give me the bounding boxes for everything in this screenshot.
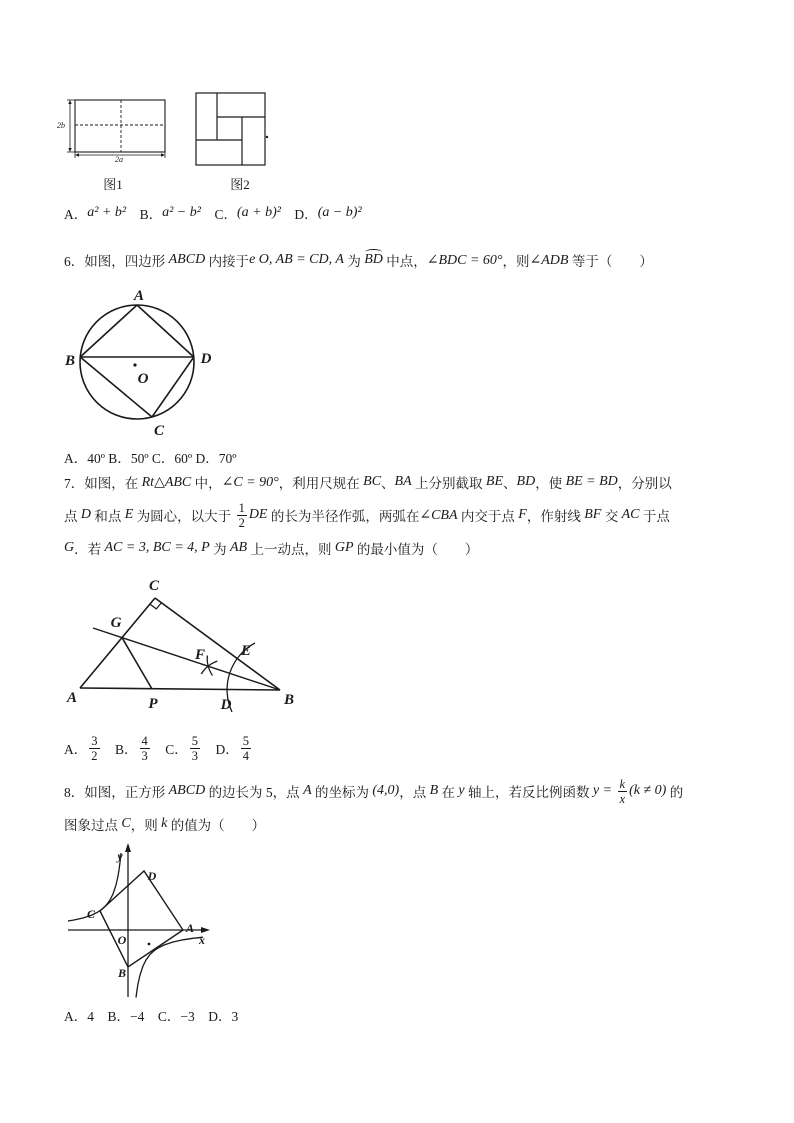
q5-figure-2 bbox=[190, 88, 275, 170]
arc-notation: BD bbox=[364, 252, 383, 267]
height-arrow-top bbox=[68, 100, 71, 104]
question-8-stem-line-1 bbox=[64, 776, 684, 806]
fraction bbox=[237, 501, 247, 530]
width-label: 2a bbox=[115, 155, 123, 164]
math-run: e O, AB = CD, A bbox=[249, 252, 344, 267]
math-run: ∠CBA bbox=[419, 507, 458, 523]
math-run: C bbox=[121, 816, 131, 831]
fraction-numerator: k bbox=[619, 776, 626, 791]
text-run: 点 bbox=[64, 509, 81, 524]
fraction bbox=[190, 734, 200, 763]
text-run: 内交于点 bbox=[457, 509, 519, 524]
text-run: D． bbox=[202, 742, 239, 757]
text-run: C． bbox=[200, 207, 237, 222]
math-run: a² + b² bbox=[87, 205, 127, 220]
math-run: B bbox=[429, 783, 439, 798]
math-run: y = bbox=[592, 783, 616, 798]
text-run: 7．如图，在 bbox=[64, 476, 142, 491]
text-run: 的最小值为（ ） bbox=[353, 542, 479, 557]
question-5-options bbox=[64, 202, 362, 224]
text-run: 、 bbox=[381, 476, 395, 491]
question-7-stem-line-2 bbox=[64, 500, 670, 530]
question-7-stem-line-3 bbox=[64, 537, 478, 559]
math-run: k bbox=[161, 816, 168, 831]
text-run: ，利用尺规在 bbox=[278, 476, 364, 491]
math-run: BE = BD bbox=[565, 474, 618, 489]
q8-figure bbox=[60, 840, 215, 1000]
fraction-numerator: 4 bbox=[141, 733, 148, 748]
fraction-denominator: 4 bbox=[242, 748, 250, 763]
math-run: BD bbox=[516, 474, 536, 489]
text-run: 8．如图，正方形 bbox=[64, 785, 169, 800]
label-P: P bbox=[148, 696, 158, 712]
text-run: 图象过点 bbox=[64, 818, 122, 833]
label-C: C bbox=[148, 578, 160, 594]
text-run: 中， bbox=[191, 476, 222, 491]
math-run: ∠BDC = 60° bbox=[426, 252, 503, 268]
text-run: 的边长为 5，点 bbox=[205, 785, 304, 800]
fraction-denominator: 2 bbox=[91, 748, 98, 763]
label-y: y bbox=[117, 849, 123, 863]
fraction-denominator: 3 bbox=[191, 748, 199, 763]
fraction bbox=[89, 734, 99, 763]
fraction bbox=[241, 734, 251, 763]
circle-O bbox=[80, 305, 194, 419]
math-run: A bbox=[303, 783, 312, 798]
math-run: AB bbox=[229, 540, 248, 555]
label-G: G bbox=[110, 615, 122, 631]
question-8-options bbox=[64, 1004, 238, 1026]
label-B: B bbox=[283, 692, 295, 708]
math-run: (a − b)² bbox=[317, 205, 362, 220]
text-run: 交 bbox=[601, 509, 622, 524]
math-run: BF bbox=[584, 507, 602, 522]
text-run: A．40º B．50º C．60º D．70º bbox=[64, 451, 237, 466]
text-run: 、 bbox=[503, 476, 517, 491]
text-run: ，则 bbox=[502, 254, 530, 269]
text-run: ．若 bbox=[74, 542, 105, 557]
text-run: ，点 bbox=[399, 785, 430, 800]
fraction-numerator: 1 bbox=[238, 500, 245, 515]
text-run: 在 bbox=[438, 785, 459, 800]
text-run: ，作射线 bbox=[526, 509, 585, 524]
math-run: ABCD bbox=[168, 252, 206, 267]
question-6-stem bbox=[64, 249, 653, 271]
label-F: F bbox=[194, 647, 206, 663]
question-6-options bbox=[64, 446, 236, 468]
text-run: 中点， bbox=[382, 254, 427, 269]
question-8-stem-line-2 bbox=[64, 813, 265, 835]
label-O: O bbox=[137, 371, 149, 387]
fraction-denominator: 2 bbox=[238, 515, 245, 530]
arc-centered-D bbox=[201, 661, 217, 674]
math-run: a² − b² bbox=[162, 205, 201, 220]
outer-square bbox=[196, 93, 265, 165]
square-ABCD bbox=[100, 871, 183, 967]
label-A: A bbox=[66, 690, 78, 706]
math-run: DE bbox=[248, 507, 268, 522]
question-7-stem-line-1 bbox=[64, 471, 672, 493]
math-run: (a + b)² bbox=[236, 205, 281, 220]
label-A: A bbox=[185, 921, 195, 935]
math-run: AC bbox=[621, 507, 640, 522]
label-B: B bbox=[64, 353, 76, 369]
text-run: 上分别截取 bbox=[411, 476, 486, 491]
text-run: 和点 bbox=[91, 509, 125, 524]
text-run: 轴上，若反比例函数 bbox=[464, 785, 593, 800]
text-run: B． bbox=[101, 742, 138, 757]
fraction bbox=[140, 734, 150, 763]
text-run: 6．如图，四边形 bbox=[64, 254, 169, 269]
fraction bbox=[618, 777, 628, 806]
height-arrow-bottom bbox=[68, 148, 71, 152]
q7-figure bbox=[60, 575, 300, 715]
segment-GP bbox=[122, 638, 152, 689]
y-axis-arrow bbox=[125, 843, 131, 852]
ray-BF bbox=[93, 628, 280, 690]
dot bbox=[148, 943, 151, 946]
label-D: D bbox=[200, 351, 212, 367]
side-AB bbox=[80, 688, 280, 690]
math-run: G bbox=[64, 540, 75, 555]
height-label: 2b bbox=[57, 121, 65, 130]
math-run: BC bbox=[363, 474, 382, 489]
math-run: BA bbox=[394, 474, 412, 489]
fraction-denominator: x bbox=[619, 791, 626, 806]
q6-figure bbox=[60, 285, 220, 440]
math-run: D bbox=[80, 507, 91, 522]
text-run: 为 bbox=[209, 542, 230, 557]
text-run: A． bbox=[64, 742, 88, 757]
label-O: O bbox=[117, 933, 127, 947]
text-run: 的长为半径作弧，两弧在 bbox=[267, 509, 420, 524]
text-run: D． bbox=[280, 207, 318, 222]
outer-rectangle bbox=[75, 100, 165, 152]
math-run: (k ≠ 0) bbox=[629, 783, 667, 798]
label-E: E bbox=[240, 643, 252, 659]
figure-2-caption: 图2 bbox=[230, 177, 250, 192]
text-run: 内接于 bbox=[205, 254, 250, 269]
math-run: ∠C = 90° bbox=[221, 474, 279, 490]
math-run: y bbox=[458, 783, 465, 798]
math-run: E bbox=[124, 507, 134, 522]
question-7-options bbox=[64, 733, 253, 763]
text-run: ，则 bbox=[130, 818, 162, 833]
text-run: B． bbox=[126, 207, 163, 222]
text-run: 的值为（ ） bbox=[167, 818, 266, 833]
math-run: GP bbox=[334, 540, 354, 555]
label-D: D bbox=[220, 697, 232, 713]
side-CB bbox=[155, 598, 280, 690]
label-C: C bbox=[86, 907, 96, 921]
text-run: 等于（ ） bbox=[568, 254, 653, 269]
math-run: ∠ADB bbox=[529, 252, 569, 268]
dot bbox=[266, 136, 268, 138]
text-run: A． bbox=[64, 207, 88, 222]
text-run: 上一动点，则 bbox=[247, 542, 335, 557]
text-run: 为 bbox=[343, 254, 365, 269]
text-run: A．4 B．−4 C．−3 D．3 bbox=[64, 1009, 239, 1024]
label-C: C bbox=[153, 423, 165, 439]
fraction-numerator: 5 bbox=[191, 733, 199, 748]
label-D: D bbox=[147, 869, 157, 883]
text-run: ，分别以 bbox=[617, 476, 672, 491]
math-run: AC = 3, BC = 4, P bbox=[104, 540, 210, 555]
hyperbola-lower-branch bbox=[136, 937, 203, 997]
center-dot bbox=[133, 363, 136, 366]
fraction-denominator: 3 bbox=[141, 748, 148, 763]
text-run: 的坐标为 bbox=[311, 785, 373, 800]
math-run: BE bbox=[485, 474, 504, 489]
text-run: ，使 bbox=[535, 476, 566, 491]
label-x: x bbox=[199, 933, 205, 947]
math-run: (4,0) bbox=[372, 783, 400, 798]
label-A: A bbox=[133, 288, 145, 304]
math-run: F bbox=[518, 507, 527, 522]
text-run: 为圆心，以大于 bbox=[133, 509, 235, 524]
fraction-numerator: 3 bbox=[91, 733, 98, 748]
width-arrow-right bbox=[161, 153, 165, 156]
math-run: ABCD bbox=[168, 783, 206, 798]
q5-figure-1 bbox=[55, 92, 175, 164]
text-run: 于点 bbox=[639, 509, 670, 524]
figure-1-caption: 图1 bbox=[103, 177, 123, 192]
chord-BC bbox=[80, 357, 152, 417]
right-angle-mark bbox=[150, 603, 162, 609]
width-arrow-left bbox=[75, 153, 79, 156]
text-run: 的 bbox=[666, 785, 684, 800]
fraction-numerator: 5 bbox=[242, 733, 250, 748]
math-run: Rt△ABC bbox=[141, 474, 192, 490]
label-B: B bbox=[117, 966, 127, 980]
text-run: C． bbox=[151, 742, 188, 757]
